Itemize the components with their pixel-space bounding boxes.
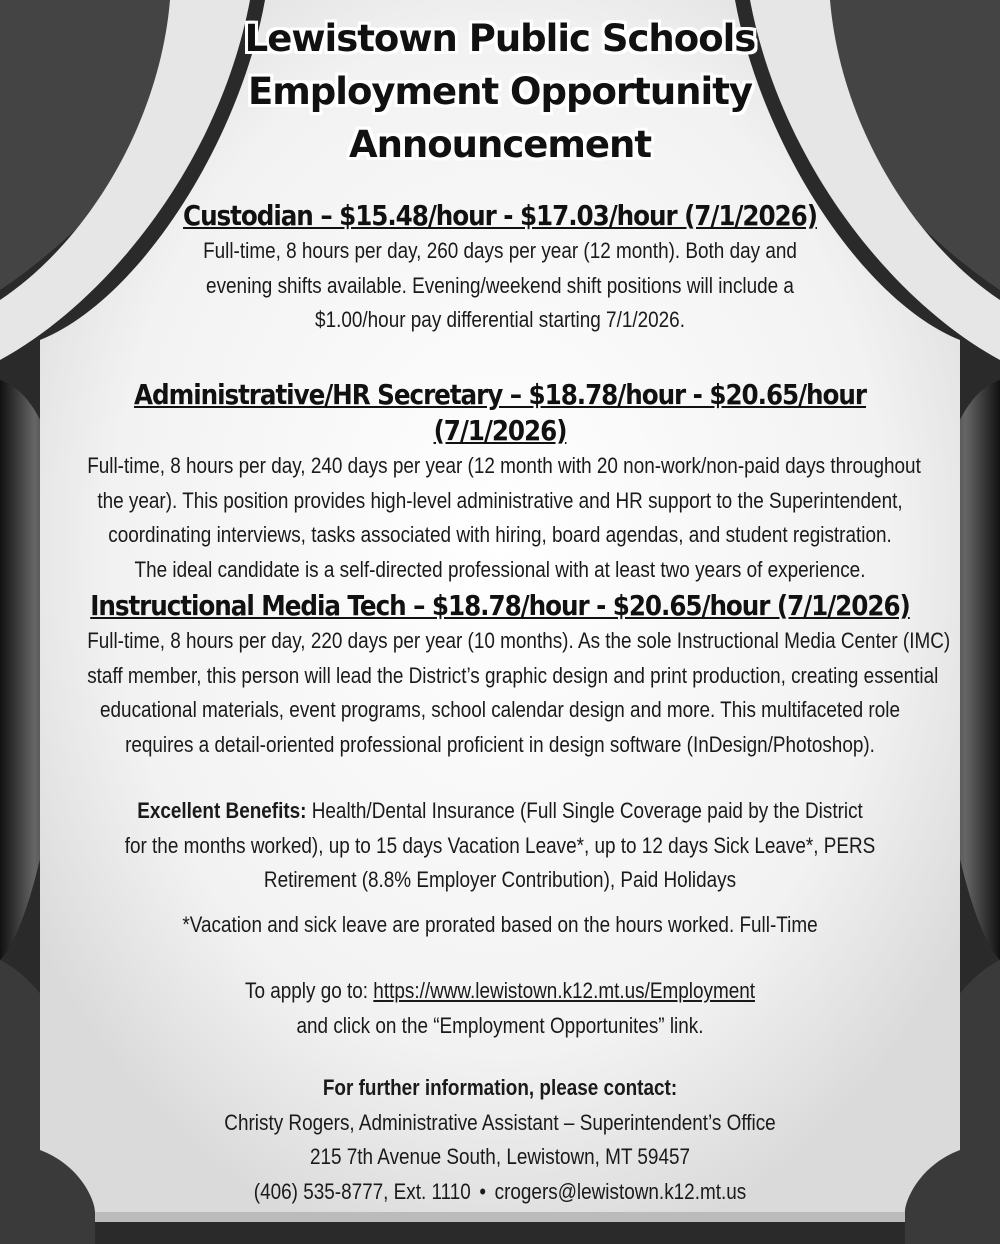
job-instructional-media-tech bbox=[20, 588, 980, 762]
benefits-label: Excellent Benefits: bbox=[137, 798, 307, 823]
contact-email[interactable]: crogers@lewistown.k12.mt.us bbox=[494, 1178, 747, 1204]
header-line-3: Announcement bbox=[348, 123, 652, 166]
apply-text bbox=[87, 974, 913, 1043]
benefits-section bbox=[20, 794, 980, 942]
description-line: $1.00/hour pay differential starting 7/1/2026. bbox=[315, 307, 685, 332]
benefits-note bbox=[87, 908, 913, 943]
contact-phone: (406) 535-8777, Ext. 1110 bbox=[253, 1178, 471, 1204]
description-line: coordinating interviews, tasks associated with hiring, board agendas, and student registration. bbox=[108, 522, 892, 547]
contact-name: Christy Rogers, Administrative Assistant – Superintendent’s Office bbox=[224, 1109, 776, 1135]
description-line: requires a detail-oriented professional proficient in design software (InDesign/Photoshop). bbox=[125, 731, 875, 757]
job-description bbox=[87, 449, 921, 587]
contact-address: 215 7th Avenue South, Lewistown, MT 59457 bbox=[309, 1144, 691, 1169]
benefits-line bbox=[87, 794, 913, 829]
description-line: Full-time, 8 hours per day, 260 days per year (12 month). Both day and bbox=[203, 238, 797, 263]
job-description bbox=[87, 234, 913, 338]
apply-line-2: and click on the “Employment Opportunites” link. bbox=[296, 1012, 704, 1038]
contact-heading: For further information, please contact: bbox=[322, 1075, 678, 1100]
description-line: The ideal candidate is a self-directed professional with at least two years of experience. bbox=[134, 556, 866, 582]
description-line: Full-time, 8 hours per day, 240 days per year (12 month with 20 non-work/non-paid days throughout bbox=[87, 453, 921, 478]
description-line: educational materials, event programs, school calendar design and more. This multifaceted role bbox=[100, 697, 900, 722]
benefits-line: for the months worked), up to 15 days Vacation Leave*, up to 12 days Sick Leave*, PERS bbox=[124, 832, 876, 858]
job-title: Administrative/HR Secretary – $18.78/hour - $20.65/hour (7/1/2026) bbox=[133, 378, 867, 447]
header-line-2: Employment Opportunity bbox=[247, 70, 753, 113]
benefits-text bbox=[87, 794, 913, 898]
benefits-note-text: *Vacation and sick leave are prorated based on the hours worked. Full-Time bbox=[182, 911, 818, 937]
description-line: Full-time, 8 hours per day, 220 days per year (10 months). As the sole Instructional Media Center (IMC) bbox=[87, 628, 951, 653]
contact-section bbox=[20, 1071, 980, 1209]
job-description bbox=[87, 624, 951, 762]
description-line: staff member, this person will lead the District’s graphic design and print production, creating essential bbox=[87, 662, 939, 688]
contact-phone-email-line bbox=[87, 1175, 913, 1210]
job-admin-hr-secretary bbox=[20, 377, 980, 587]
job-custodian bbox=[20, 198, 980, 338]
apply-section bbox=[20, 974, 980, 1043]
description-line: the year). This position provides high-level administrative and HR support to the Superintendent, bbox=[97, 487, 903, 513]
description-line: evening shifts available. Evening/weekend shift positions will include a bbox=[206, 272, 794, 298]
apply-prefix: To apply go to: bbox=[244, 978, 374, 1003]
announcement-header bbox=[0, 12, 1000, 171]
benefits-line-1-text: Health/Dental Insurance (Full Single Coverage paid by the District bbox=[306, 798, 863, 823]
employment-link[interactable]: https://www.lewistown.k12.mt.us/Employment bbox=[373, 978, 756, 1003]
job-title: Custodian – $15.48/hour - $17.03/hour (7/1/2026) bbox=[183, 199, 817, 232]
apply-line bbox=[87, 974, 913, 1009]
bullet-separator: • bbox=[479, 1178, 487, 1204]
contact-text bbox=[87, 1071, 913, 1209]
job-title: Instructional Media Tech – $18.78/hour - $20.65/hour (7/1/2026) bbox=[90, 589, 910, 622]
benefits-line: Retirement (8.8% Employer Contribution), Paid Holidays bbox=[263, 867, 737, 892]
header-line-1: Lewistown Public Schools bbox=[244, 17, 756, 60]
